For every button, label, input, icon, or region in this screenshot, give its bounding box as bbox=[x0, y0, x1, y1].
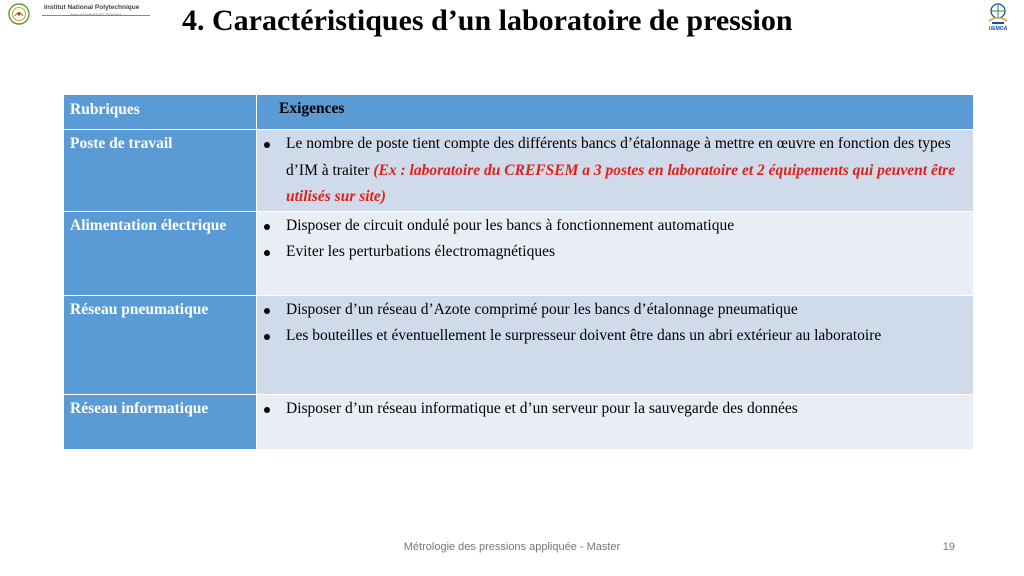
page-number: 19 bbox=[942, 541, 955, 553]
requirement-text: Les bouteilles et éventuellement le surpresseur doivent être dans un abri extérieur au laboratoire bbox=[286, 327, 882, 344]
bullet-icon bbox=[264, 250, 270, 256]
page-title: 4. Caractéristiques d’un laboratoire de pression bbox=[182, 4, 793, 37]
exigences-cell bbox=[257, 130, 974, 212]
bullet-icon bbox=[264, 308, 270, 314]
requirements-table bbox=[63, 94, 974, 450]
requirement-example: (Ex : laboratoire du CREFSEM a 3 postes en laboratoire et 2 équipements qui peuvent être utilisés sur site) bbox=[286, 161, 956, 205]
table-row bbox=[64, 211, 974, 295]
rubrique-cell: Réseau pneumatique bbox=[64, 295, 257, 394]
rubrique-cell: Réseau informatique bbox=[64, 394, 257, 449]
requirement-list bbox=[263, 297, 965, 350]
list-item bbox=[263, 131, 965, 211]
requirement-list bbox=[263, 213, 965, 266]
bullet-icon bbox=[264, 142, 270, 148]
list-item bbox=[263, 213, 965, 240]
list-item bbox=[263, 297, 965, 324]
table-header-row bbox=[64, 95, 974, 130]
list-item bbox=[263, 239, 965, 266]
org-logo bbox=[985, 2, 1011, 34]
exigences-cell bbox=[257, 295, 974, 394]
requirement-list bbox=[263, 396, 965, 423]
header-rubriques: Rubriques bbox=[64, 95, 257, 130]
list-item bbox=[263, 323, 965, 350]
org-name: UEMOA bbox=[988, 26, 1008, 32]
rubrique-cell: Poste de travail bbox=[64, 130, 257, 212]
exigences-cell bbox=[257, 394, 974, 449]
requirement-text: Eviter les perturbations électromagnétiques bbox=[286, 243, 556, 260]
header-exigences: Exigences bbox=[257, 95, 974, 130]
bullet-icon bbox=[264, 334, 270, 340]
table-row bbox=[64, 394, 974, 449]
org-emblem-icon bbox=[985, 2, 1011, 26]
requirement-text: Disposer d’un réseau d’Azote comprimé pour les bancs d’étalonnage pneumatique bbox=[286, 300, 798, 318]
bullet-icon bbox=[264, 224, 270, 230]
institution-logo bbox=[8, 3, 168, 25]
requirement-text: Disposer de circuit ondulé pour les bancs à fonctionnement automatique bbox=[286, 216, 735, 234]
institution-seal-icon bbox=[8, 3, 30, 25]
requirement-list bbox=[263, 131, 965, 211]
list-item bbox=[263, 396, 965, 423]
table-row bbox=[64, 295, 974, 394]
table-row bbox=[64, 130, 974, 212]
footer-course-title: Métrologie des pressions appliquée - Master bbox=[403, 541, 621, 553]
institution-subtitle: Félix HOUPHOUËT-BOIGNY bbox=[70, 12, 122, 17]
requirement-text: Disposer d’un réseau informatique et d’un serveur pour la sauvegarde des données bbox=[286, 399, 798, 417]
bullet-icon bbox=[264, 407, 270, 413]
rubrique-cell: Alimentation électrique bbox=[64, 211, 257, 295]
exigences-cell bbox=[257, 211, 974, 295]
institution-name: Institut National Polytechnique bbox=[44, 4, 140, 11]
requirement-text: Le nombre de poste tient compte des différents bancs d’étalonnage à mettre en œuvre en fonction des types d’IM à traiter bbox=[286, 135, 951, 179]
